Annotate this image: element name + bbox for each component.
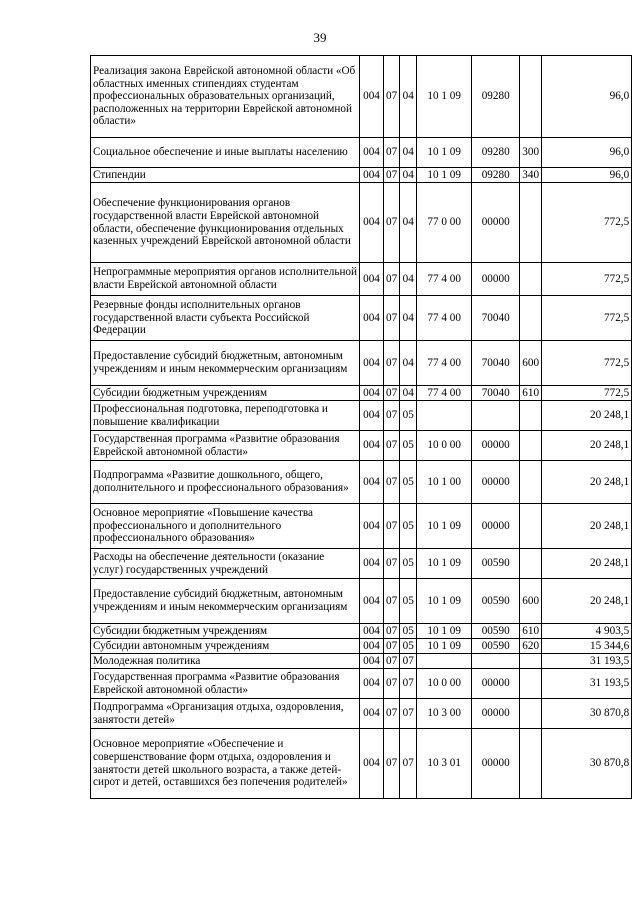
row-gr-code: 004 — [360, 168, 384, 183]
row-expense-type — [520, 549, 542, 579]
row-section-code: 07 — [384, 56, 400, 138]
row-expense-type — [520, 729, 542, 799]
row-sub-article: 70040 — [472, 341, 520, 386]
row-section-code: 07 — [384, 431, 400, 461]
row-expense-type: 600 — [520, 341, 542, 386]
table-row — [91, 699, 632, 729]
row-name: Подпрограмма «Организация отдыха, оздоровления, занятости детей» — [91, 699, 360, 729]
row-section-code: 07 — [384, 729, 400, 799]
row-name: Основное мероприятие «Повышение качества профессионального и дополнительного профессионального образования» — [91, 504, 360, 549]
row-gr-code: 004 — [360, 56, 384, 138]
row-subsection-code: 07 — [400, 699, 417, 729]
row-sub-article: 70040 — [472, 386, 520, 401]
row-section-code: 07 — [384, 138, 400, 168]
row-name: Обеспечение функционирования органов государственной власти Еврейской автономной области, обеспечение функционирования отдельных казенных учреждений Еврейской автономной области — [91, 183, 360, 263]
row-expense-type: 300 — [520, 138, 542, 168]
row-gr-code: 004 — [360, 401, 384, 431]
row-sub-article: 00590 — [472, 549, 520, 579]
row-sub-article: 00000 — [472, 729, 520, 799]
row-section-code: 07 — [384, 401, 400, 431]
table-row — [91, 386, 632, 401]
row-amount: 772,5 — [542, 296, 632, 341]
row-expense-type — [520, 401, 542, 431]
row-subsection-code: 05 — [400, 549, 417, 579]
row-amount: 96,0 — [542, 56, 632, 138]
row-section-code: 07 — [384, 461, 400, 504]
row-expense-type — [520, 699, 542, 729]
table-row — [91, 296, 632, 341]
row-name: Подпрограмма «Развитие дошкольного, общего, дополнительного и профессионального образования» — [91, 461, 360, 504]
row-expense-type — [520, 56, 542, 138]
row-gr-code: 004 — [360, 431, 384, 461]
row-target-article: 10 1 09 — [417, 624, 472, 639]
row-expense-type — [520, 461, 542, 504]
row-target-article: 10 1 00 — [417, 461, 472, 504]
row-gr-code: 004 — [360, 549, 384, 579]
row-expense-type: 340 — [520, 168, 542, 183]
row-expense-type — [520, 431, 542, 461]
row-section-code: 07 — [384, 579, 400, 624]
row-target-article: 77 4 00 — [417, 341, 472, 386]
row-target-article — [417, 401, 472, 431]
row-name: Субсидии автономным учреждениям — [91, 639, 360, 654]
row-section-code: 07 — [384, 183, 400, 263]
row-name: Резервные фонды исполнительных органов государственной власти субъекта Российской Федерации — [91, 296, 360, 341]
row-sub-article: 70040 — [472, 296, 520, 341]
row-amount: 772,5 — [542, 263, 632, 296]
row-amount: 20 248,1 — [542, 549, 632, 579]
row-target-article: 10 3 01 — [417, 729, 472, 799]
table-row — [91, 639, 632, 654]
row-section-code: 07 — [384, 654, 400, 669]
table-row — [91, 263, 632, 296]
row-section-code: 07 — [384, 341, 400, 386]
row-section-code: 07 — [384, 699, 400, 729]
row-section-code: 07 — [384, 549, 400, 579]
row-subsection-code: 04 — [400, 138, 417, 168]
row-name: Стипендии — [91, 168, 360, 183]
row-gr-code: 004 — [360, 296, 384, 341]
row-gr-code: 004 — [360, 669, 384, 699]
row-subsection-code: 07 — [400, 654, 417, 669]
row-gr-code: 004 — [360, 461, 384, 504]
row-sub-article: 00000 — [472, 699, 520, 729]
row-section-code: 07 — [384, 639, 400, 654]
row-amount: 30 870,8 — [542, 699, 632, 729]
row-target-article: 77 4 00 — [417, 263, 472, 296]
table-row — [91, 624, 632, 639]
row-name: Субсидии бюджетным учреждениям — [91, 386, 360, 401]
row-sub-article: 00590 — [472, 624, 520, 639]
row-expense-type: 610 — [520, 624, 542, 639]
row-amount: 20 248,1 — [542, 579, 632, 624]
row-section-code: 07 — [384, 504, 400, 549]
row-target-article: 10 1 09 — [417, 168, 472, 183]
row-amount: 772,5 — [542, 386, 632, 401]
row-subsection-code: 04 — [400, 168, 417, 183]
row-subsection-code: 04 — [400, 183, 417, 263]
row-amount: 772,5 — [542, 183, 632, 263]
table-row — [91, 431, 632, 461]
row-name: Субсидии бюджетным учреждениям — [91, 624, 360, 639]
row-name: Предоставление субсидий бюджетным, автономным учреждениям и иным некоммерческим организациям — [91, 341, 360, 386]
row-section-code: 07 — [384, 386, 400, 401]
row-target-article: 10 0 00 — [417, 669, 472, 699]
row-subsection-code: 05 — [400, 431, 417, 461]
row-sub-article: 00000 — [472, 461, 520, 504]
table-row — [91, 654, 632, 669]
row-expense-type: 610 — [520, 386, 542, 401]
row-target-article: 77 4 00 — [417, 386, 472, 401]
row-amount: 96,0 — [542, 138, 632, 168]
row-name: Социальное обеспечение и иные выплаты населению — [91, 138, 360, 168]
row-gr-code: 004 — [360, 263, 384, 296]
row-sub-article: 00590 — [472, 639, 520, 654]
row-sub-article: 09280 — [472, 168, 520, 183]
row-sub-article: 00000 — [472, 183, 520, 263]
budget-table — [90, 55, 632, 799]
row-section-code: 07 — [384, 263, 400, 296]
row-sub-article — [472, 654, 520, 669]
row-expense-type — [520, 183, 542, 263]
row-subsection-code: 05 — [400, 401, 417, 431]
row-subsection-code: 05 — [400, 461, 417, 504]
row-gr-code: 004 — [360, 639, 384, 654]
row-subsection-code: 05 — [400, 504, 417, 549]
table-row — [91, 729, 632, 799]
row-name: Молодежная политика — [91, 654, 360, 669]
table-row — [91, 168, 632, 183]
row-section-code: 07 — [384, 624, 400, 639]
row-gr-code: 004 — [360, 624, 384, 639]
row-gr-code: 004 — [360, 138, 384, 168]
row-gr-code: 004 — [360, 579, 384, 624]
row-target-article: 10 1 09 — [417, 639, 472, 654]
row-amount: 20 248,1 — [542, 401, 632, 431]
row-subsection-code: 05 — [400, 624, 417, 639]
row-name: Государственная программа «Развитие образования Еврейской автономной области» — [91, 669, 360, 699]
row-amount: 96,0 — [542, 168, 632, 183]
row-target-article: 10 1 09 — [417, 56, 472, 138]
row-subsection-code: 04 — [400, 296, 417, 341]
row-gr-code: 004 — [360, 504, 384, 549]
row-target-article: 77 0 00 — [417, 183, 472, 263]
row-sub-article: 00590 — [472, 579, 520, 624]
row-target-article: 10 3 00 — [417, 699, 472, 729]
row-expense-type: 600 — [520, 579, 542, 624]
row-sub-article: 09280 — [472, 138, 520, 168]
row-name: Реализация закона Еврейской автономной области «Об областных именных стипендиях студентам профессиональных образовательных организаций, расположенных на территории Еврейской автономной области» — [91, 56, 360, 138]
row-gr-code: 004 — [360, 729, 384, 799]
row-target-article: 10 1 09 — [417, 549, 472, 579]
row-expense-type — [520, 654, 542, 669]
row-subsection-code: 04 — [400, 56, 417, 138]
row-name: Предоставление субсидий бюджетным, автономным учреждениям и иным некоммерческим организациям — [91, 579, 360, 624]
row-subsection-code: 07 — [400, 669, 417, 699]
table-row — [91, 401, 632, 431]
row-amount: 20 248,1 — [542, 431, 632, 461]
row-sub-article — [472, 401, 520, 431]
row-expense-type — [520, 669, 542, 699]
table-row — [91, 183, 632, 263]
row-amount: 30 870,8 — [542, 729, 632, 799]
row-expense-type — [520, 504, 542, 549]
row-target-article: 10 1 09 — [417, 579, 472, 624]
row-subsection-code: 05 — [400, 579, 417, 624]
table-row — [91, 669, 632, 699]
row-subsection-code: 07 — [400, 729, 417, 799]
row-sub-article: 00000 — [472, 431, 520, 461]
page-number: 39 — [313, 30, 327, 45]
row-sub-article: 00000 — [472, 669, 520, 699]
table-row — [91, 504, 632, 549]
row-section-code: 07 — [384, 296, 400, 341]
row-amount: 15 344,6 — [542, 639, 632, 654]
row-subsection-code: 05 — [400, 639, 417, 654]
row-section-code: 07 — [384, 669, 400, 699]
row-expense-type: 620 — [520, 639, 542, 654]
table-row — [91, 56, 632, 138]
row-gr-code: 004 — [360, 183, 384, 263]
row-sub-article: 00000 — [472, 263, 520, 296]
row-gr-code: 004 — [360, 654, 384, 669]
row-amount: 31 193,5 — [542, 654, 632, 669]
row-target-article: 10 1 09 — [417, 504, 472, 549]
table-row — [91, 138, 632, 168]
table-row — [91, 341, 632, 386]
row-sub-article: 09280 — [472, 56, 520, 138]
row-name: Профессиональная подготовка, переподготовка и повышение квалификации — [91, 401, 360, 431]
row-target-article — [417, 654, 472, 669]
row-amount: 31 193,5 — [542, 669, 632, 699]
row-sub-article: 00000 — [472, 504, 520, 549]
row-gr-code: 004 — [360, 386, 384, 401]
row-target-article: 10 1 09 — [417, 138, 472, 168]
row-gr-code: 004 — [360, 699, 384, 729]
row-name: Государственная программа «Развитие образования Еврейской автономной области» — [91, 431, 360, 461]
row-amount: 20 248,1 — [542, 461, 632, 504]
row-amount: 772,5 — [542, 341, 632, 386]
row-subsection-code: 04 — [400, 263, 417, 296]
row-gr-code: 004 — [360, 341, 384, 386]
table-row — [91, 579, 632, 624]
row-target-article: 77 4 00 — [417, 296, 472, 341]
row-name: Непрограммные мероприятия органов исполнительной власти Еврейской автономной области — [91, 263, 360, 296]
row-expense-type — [520, 263, 542, 296]
row-subsection-code: 04 — [400, 341, 417, 386]
row-subsection-code: 04 — [400, 386, 417, 401]
row-amount: 20 248,1 — [542, 504, 632, 549]
row-expense-type — [520, 296, 542, 341]
row-target-article: 10 0 00 — [417, 431, 472, 461]
row-name: Основное мероприятие «Обеспечение и совершенствование форм отдыха, оздоровления и занятости детей школьного возраста, а также детей-сирот и детей, оставшихся без попечения родителей» — [91, 729, 360, 799]
row-amount: 4 903,5 — [542, 624, 632, 639]
table-row — [91, 461, 632, 504]
row-name: Расходы на обеспечение деятельности (оказание услуг) государственных учреждений — [91, 549, 360, 579]
row-section-code: 07 — [384, 168, 400, 183]
table-row — [91, 549, 632, 579]
